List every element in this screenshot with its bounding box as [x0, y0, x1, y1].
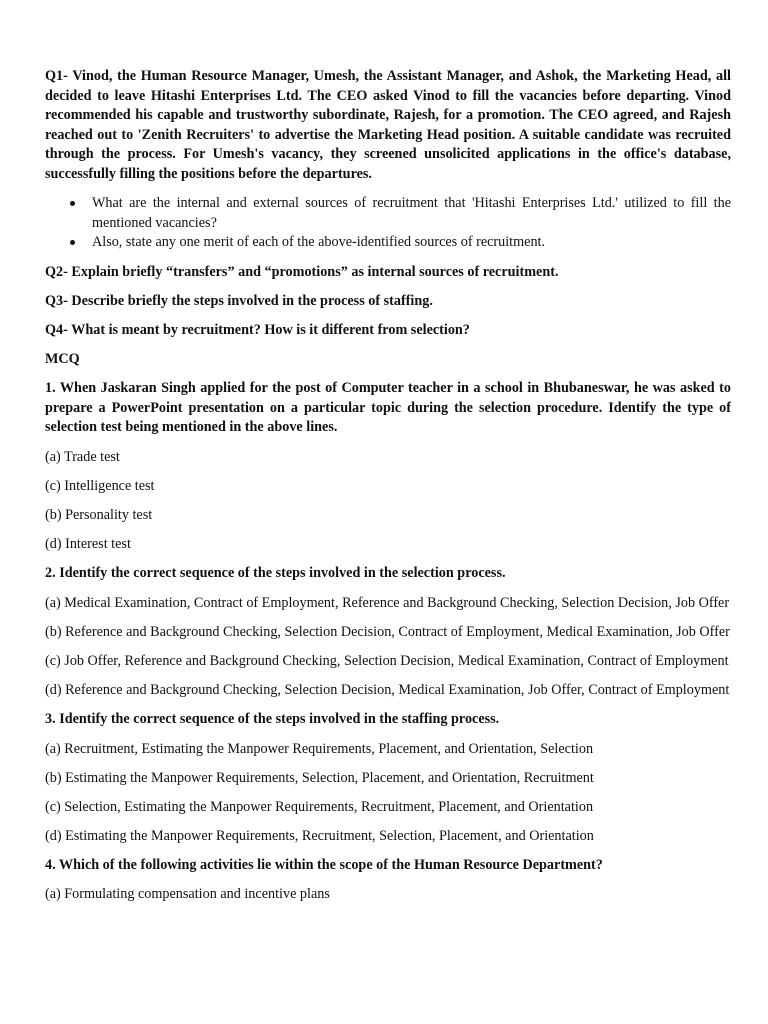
bullet-item-text: Also, state any one merit of each of the above-identified sources of recruitment.	[92, 234, 546, 251]
question-1-bullet-list	[45, 194, 731, 253]
mcq-3-question: 3. Identify the correct sequence of the steps involved in the staffing process.	[45, 711, 500, 728]
mcq-2-question: 2. Identify the correct sequence of the steps involved in the selection process.	[45, 565, 506, 582]
mcq-1-option: (d) Interest test	[45, 536, 131, 553]
question-4-text: Q4- What is meant by recruitment? How is it different from selection?	[45, 321, 470, 338]
mcq-1-option: (b) Personality test	[45, 507, 153, 524]
bullet-dot-icon	[70, 240, 75, 245]
mcq-2-option: (b) Reference and Background Checking, Selection Decision, Contract of Employment, Medical Examination, Job Offer	[45, 623, 730, 640]
mcq-3-option: (b) Estimating the Manpower Requirements, Selection, Placement, and Orientation, Recruitment	[45, 769, 594, 786]
bullet-dot-icon	[70, 201, 75, 206]
question-1-text: Q1- Vinod, the Human Resource Manager, Umesh, the Assistant Manager, and Ashok, the Marketing Head, all decided to leave Hitashi Enterprises Ltd. The CEO asked Vinod to fill the vacancies before departing. Vinod recommended his capable and trustworthy subordinate, Rajesh, for a promotion. The CEO agreed, and Rajesh reached out to 'Zenith Recruiters' to advertise the Marketing Head position. A suitable candidate was recruited through the process. For Umesh's vacancy, they screened unsolicited applications in the office's database, successfully filling the positions before the departures.	[45, 68, 731, 182]
document-page	[45, 67, 731, 915]
mcq-3-option: (c) Selection, Estimating the Manpower Requirements, Recruitment, Placement, and Orientation	[45, 798, 594, 815]
mcq-4-question: 4. Which of the following activities lie within the scope of the Human Resource Department?	[45, 857, 603, 874]
mcq-1-question: 1. When Jaskaran Singh applied for the post of Computer teacher in a school in Bhubaneswar, he was asked to prepare a PowerPoint presentation on a particular topic during the selection procedure. Identify the type of selection test being mentioned in the above lines.	[45, 380, 731, 436]
bullet-item	[45, 194, 731, 233]
mcq-2-option: (a) Medical Examination, Contract of Employment, Reference and Background Checking, Selection Decision, Job Offer	[45, 594, 730, 611]
bullet-item	[45, 233, 731, 253]
mcq-3-option: (a) Recruitment, Estimating the Manpower Requirements, Placement, and Orientation, Selection	[45, 740, 594, 757]
mcq-2-option: (c) Job Offer, Reference and Background Checking, Selection Decision, Medical Examination, Contract of Employment	[45, 652, 729, 669]
mcq-1-option: (c) Intelligence test	[45, 477, 155, 494]
mcq-4-option: (a) Formulating compensation and incentive plans	[45, 886, 330, 903]
question-3-text: Q3- Describe briefly the steps involved in the process of staffing.	[45, 292, 433, 309]
question-2-text: Q2- Explain briefly “transfers” and “promotions” as internal sources of recruitment.	[45, 263, 559, 280]
mcq-1-option: (a) Trade test	[45, 448, 120, 465]
mcq-heading: MCQ	[45, 351, 80, 368]
bullet-item-text: What are the internal and external sources of recruitment that 'Hitashi Enterprises Ltd.' utilized to fill the mentioned vacancies?	[92, 195, 731, 231]
mcq-3-option: (d) Estimating the Manpower Requirements, Recruitment, Selection, Placement, and Orientation	[45, 828, 594, 845]
mcq-2-option: (d) Reference and Background Checking, Selection Decision, Medical Examination, Job Offer, Contract of Employment	[45, 682, 730, 699]
